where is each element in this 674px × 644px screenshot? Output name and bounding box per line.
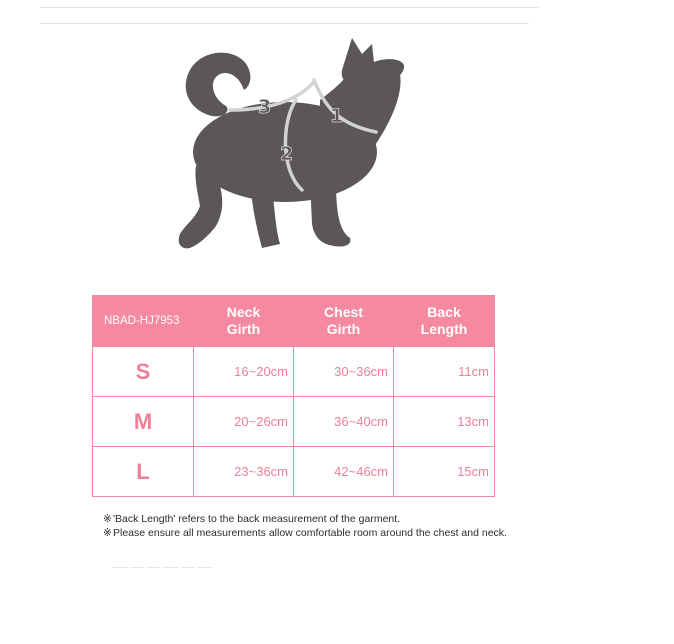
size-table: [92, 295, 495, 497]
note-item: [103, 512, 523, 526]
top-divider: [40, 7, 539, 8]
note-mark-icon: ※: [103, 513, 112, 525]
model-code: NBAD-HJ7953: [93, 296, 194, 347]
note-text: Please ensure all measurements allow comfortable room around the chest and neck.: [113, 527, 507, 539]
header-neck-girth: [194, 296, 294, 347]
measure-label-2: 2: [280, 143, 294, 165]
table-row: [93, 397, 495, 447]
neck-girth-value: 23~36cm: [194, 447, 294, 497]
faded-text-remnant: [113, 567, 218, 572]
neck-girth-value: 20~26cm: [194, 397, 294, 447]
table-header-row: [93, 296, 495, 347]
note-text: 'Back Length' refers to the back measurement of the garment.: [113, 513, 401, 525]
chest-girth-value: 42~46cm: [294, 447, 394, 497]
second-divider: [40, 23, 529, 24]
size-label: L: [93, 447, 194, 497]
table-row: [93, 347, 495, 397]
back-length-value: 11cm: [394, 347, 495, 397]
header-back-length: [394, 296, 495, 347]
size-label: M: [93, 397, 194, 447]
header-line: Back: [427, 304, 461, 320]
header-line: Length: [420, 321, 468, 337]
back-length-value: 15cm: [394, 447, 495, 497]
chest-girth-value: 36~40cm: [294, 397, 394, 447]
measure-label-3: 3: [258, 96, 272, 118]
table-row: [93, 447, 495, 497]
note-item: [103, 526, 523, 540]
header-line: Girth: [226, 321, 261, 337]
header-line: Chest: [324, 304, 363, 320]
measure-label-1: 1: [330, 105, 344, 127]
header-line: Neck: [226, 304, 261, 320]
chest-girth-value: 30~36cm: [294, 347, 394, 397]
size-label: S: [93, 347, 194, 397]
dog-measurement-diagram: [170, 30, 420, 255]
neck-girth-value: 16~20cm: [194, 347, 294, 397]
header-line: Girth: [326, 321, 361, 337]
header-chest-girth: [294, 296, 394, 347]
size-notes: [103, 512, 523, 540]
back-length-value: 13cm: [394, 397, 495, 447]
note-mark-icon: ※: [103, 527, 112, 539]
